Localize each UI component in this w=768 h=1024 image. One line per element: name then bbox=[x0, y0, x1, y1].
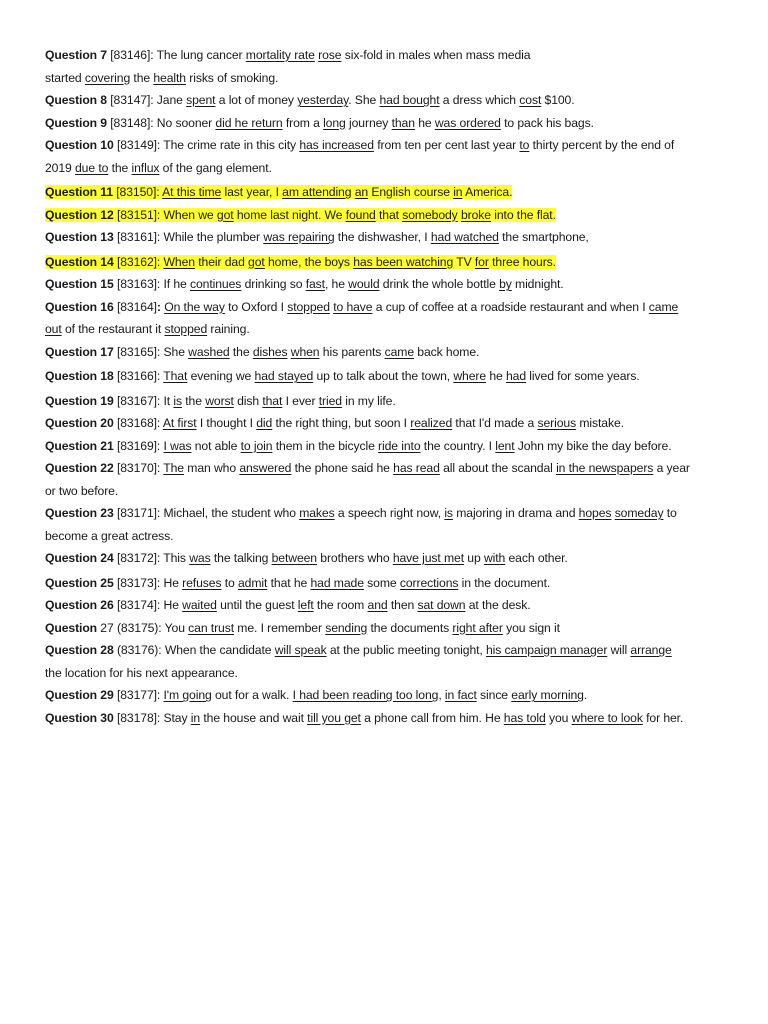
sentence-text: three hours. bbox=[488, 254, 556, 269]
underlined-phrase: corrections bbox=[399, 575, 459, 590]
question-label: Question 18 bbox=[45, 369, 114, 383]
sentence-text: the talking bbox=[210, 551, 272, 565]
question-list bbox=[45, 44, 727, 729]
underlined-phrase: for bbox=[474, 254, 489, 269]
sentence-text: [83166]: bbox=[113, 369, 164, 383]
question-label: Question 29 bbox=[45, 688, 114, 702]
underlined-phrase: due to bbox=[75, 160, 109, 175]
sentence-text: the dishwasher, I bbox=[334, 230, 431, 244]
underlined-phrase: has told bbox=[503, 710, 546, 725]
underlined-phrase: left bbox=[297, 598, 314, 612]
underlined-phrase: than bbox=[391, 115, 415, 130]
underlined-phrase: had watched bbox=[430, 230, 499, 244]
question-text bbox=[45, 688, 587, 702]
question-label: Question 25 bbox=[45, 575, 114, 590]
sentence-text: not able bbox=[191, 438, 241, 453]
underlined-phrase: spent bbox=[186, 93, 216, 107]
sentence-text: you bbox=[545, 710, 572, 725]
question-text bbox=[45, 551, 568, 565]
question-text bbox=[45, 93, 575, 107]
question-item bbox=[45, 617, 727, 640]
sentence-text: the location for his next appearance. bbox=[45, 665, 238, 680]
question-item bbox=[45, 572, 727, 595]
question-item bbox=[45, 204, 727, 227]
question-label: Question 30 bbox=[45, 710, 114, 725]
sentence-text: [83165]: She bbox=[113, 344, 189, 359]
sentence-text: become a great actress. bbox=[45, 528, 174, 543]
sentence-text: from a bbox=[282, 115, 324, 130]
sentence-text: dish bbox=[233, 393, 263, 408]
underlined-phrase: till you get bbox=[307, 710, 361, 725]
question-label: Question 24 bbox=[45, 551, 114, 565]
underlined-phrase: in the newspapers bbox=[556, 461, 654, 475]
underlined-phrase: has read bbox=[393, 461, 440, 475]
sentence-text: the right thing, but soon I bbox=[272, 416, 411, 430]
sentence-text: he bbox=[414, 115, 435, 130]
sentence-text: , he bbox=[324, 277, 349, 291]
question-label: Question 17 bbox=[45, 344, 114, 359]
underlined-phrase: came bbox=[384, 344, 414, 359]
sentence-text: raining. bbox=[207, 322, 250, 336]
underlined-phrase: did he return bbox=[215, 115, 283, 130]
underlined-phrase: ride into bbox=[378, 438, 421, 453]
question-item bbox=[45, 684, 727, 707]
highlighted-question-text bbox=[45, 208, 556, 222]
question-text bbox=[45, 576, 550, 590]
sentence-text: the bbox=[130, 70, 154, 85]
underlined-phrase: had bbox=[505, 369, 527, 383]
question-label: Question 14 bbox=[45, 254, 114, 269]
underlined-phrase: washed bbox=[188, 344, 230, 359]
underlined-phrase: When bbox=[163, 254, 195, 269]
underlined-phrase: has increased bbox=[299, 138, 374, 152]
sentence-text: [83151]: When we bbox=[113, 207, 217, 222]
question-label: Question 21 bbox=[45, 438, 114, 453]
underlined-phrase: fast bbox=[305, 277, 325, 291]
underlined-phrase: hopes bbox=[578, 506, 612, 520]
underlined-phrase: refuses bbox=[182, 575, 222, 590]
sentence-text: midnight. bbox=[511, 277, 564, 291]
sentence-text: [83148]: No sooner bbox=[106, 115, 216, 130]
underlined-phrase: health bbox=[153, 70, 186, 85]
underlined-phrase: stopped bbox=[164, 322, 208, 336]
sentence-text: [83173]: He bbox=[113, 575, 183, 590]
question-item bbox=[45, 502, 727, 547]
underlined-phrase: I was bbox=[163, 438, 192, 453]
sentence-text: brothers who bbox=[316, 551, 393, 565]
question-item bbox=[45, 251, 727, 274]
underlined-phrase: where bbox=[453, 369, 487, 383]
sentence-text: the room bbox=[313, 598, 368, 612]
sentence-text: evening we bbox=[187, 369, 255, 383]
sentence-text: [83167]: It bbox=[113, 393, 174, 408]
question-item bbox=[45, 547, 727, 570]
sentence-text: [83172]: This bbox=[113, 551, 190, 565]
question-item bbox=[45, 273, 727, 296]
underlined-phrase: had made bbox=[310, 575, 364, 590]
underlined-phrase: serious bbox=[537, 416, 577, 430]
underlined-phrase: between bbox=[271, 551, 317, 565]
underlined-phrase: an bbox=[354, 185, 369, 199]
sentence-text: the smartphone, bbox=[498, 230, 589, 244]
underlined-phrase: lent bbox=[495, 438, 515, 453]
question-item bbox=[45, 365, 727, 388]
underlined-phrase: found bbox=[345, 207, 376, 222]
question-item bbox=[45, 412, 727, 435]
underlined-phrase: broke bbox=[460, 207, 491, 222]
underlined-phrase: would bbox=[348, 277, 380, 291]
question-item bbox=[45, 181, 727, 204]
sentence-text: to bbox=[663, 506, 677, 520]
sentence-text: John my bike the day before. bbox=[514, 438, 672, 453]
question-item bbox=[45, 89, 727, 112]
sentence-text: all about the scandal bbox=[439, 461, 557, 475]
sentence-text: me. I remember bbox=[234, 620, 326, 635]
underlined-phrase: out bbox=[45, 322, 62, 336]
question-item bbox=[45, 457, 727, 502]
sentence-text: a dress which bbox=[439, 93, 520, 107]
underlined-phrase: somebody bbox=[402, 207, 458, 222]
question-item bbox=[45, 594, 727, 617]
sentence-text: for her. bbox=[642, 710, 684, 725]
question-item bbox=[45, 44, 727, 89]
question-item bbox=[45, 226, 727, 249]
sentence-text: (83176): When the candidate bbox=[113, 643, 275, 657]
sentence-text: to Oxford I bbox=[224, 299, 288, 314]
sentence-text: drink the whole bottle bbox=[379, 277, 500, 291]
sentence-text: English course bbox=[368, 185, 454, 199]
underlined-phrase: On the way bbox=[164, 299, 225, 314]
underlined-phrase: to have bbox=[333, 299, 373, 314]
sentence-text: then bbox=[387, 598, 418, 612]
question-label: Question 28 bbox=[45, 643, 114, 657]
sentence-text: last year, I bbox=[221, 185, 283, 199]
sentence-text: lived for some years. bbox=[526, 369, 640, 383]
sentence-text: 2019 bbox=[45, 160, 75, 175]
question-item bbox=[45, 296, 727, 341]
underlined-phrase: got bbox=[216, 207, 234, 222]
sentence-text: majoring in drama and bbox=[452, 506, 579, 520]
sentence-text: since bbox=[476, 688, 512, 702]
question-label: Question 10 bbox=[45, 138, 114, 152]
underlined-phrase: arrange bbox=[630, 643, 672, 657]
underlined-phrase: At this time bbox=[162, 185, 222, 199]
sentence-text: journey bbox=[345, 115, 392, 130]
question-label-number: 27 bbox=[97, 620, 114, 635]
sentence-text: I thought I bbox=[196, 416, 257, 430]
underlined-phrase: early morning bbox=[511, 688, 584, 702]
underlined-phrase: makes bbox=[299, 506, 335, 520]
sentence-text: , bbox=[438, 688, 445, 702]
underlined-phrase: stopped bbox=[287, 299, 330, 314]
sentence-text: : bbox=[156, 299, 161, 314]
question-item bbox=[45, 435, 727, 458]
underlined-phrase: is bbox=[173, 393, 182, 408]
sentence-text: . She bbox=[348, 93, 380, 107]
sentence-text: of the gang element. bbox=[159, 160, 272, 175]
sentence-text: (83175): You bbox=[113, 620, 189, 635]
underlined-phrase: where to look bbox=[571, 710, 643, 725]
sentence-text: [83168]: bbox=[113, 416, 163, 430]
question-text bbox=[45, 138, 674, 175]
underlined-phrase: answered bbox=[239, 461, 292, 475]
sentence-text: up bbox=[464, 551, 484, 565]
underlined-phrase: rose bbox=[318, 48, 342, 62]
underlined-phrase: dishes bbox=[252, 344, 288, 359]
sentence-text: their dad bbox=[194, 254, 249, 269]
underlined-phrase: cost bbox=[519, 93, 542, 107]
highlighted-question-text bbox=[45, 185, 512, 199]
sentence-text: from ten per cent last year bbox=[373, 138, 520, 152]
underlined-phrase: The bbox=[163, 461, 184, 475]
sentence-text: home last night. We bbox=[233, 207, 346, 222]
sentence-text: the country. I bbox=[420, 438, 496, 453]
sentence-text: some bbox=[363, 575, 400, 590]
question-label: Question 22 bbox=[45, 461, 114, 475]
sentence-text: will bbox=[607, 643, 631, 657]
sentence-text: [83146]: The lung cancer bbox=[106, 48, 246, 62]
sentence-text: [83149]: The crime rate in this city bbox=[113, 138, 300, 152]
question-label: Question 13 bbox=[45, 230, 114, 244]
sentence-text: started bbox=[45, 70, 85, 85]
sentence-text: at the public meeting tonight, bbox=[326, 643, 486, 657]
question-text bbox=[45, 345, 479, 359]
underlined-phrase: had bought bbox=[379, 93, 440, 107]
underlined-phrase: did bbox=[256, 416, 273, 430]
underlined-phrase: I'm going bbox=[163, 688, 212, 702]
sentence-text: n it bbox=[544, 620, 560, 635]
question-label: Question 20 bbox=[45, 416, 114, 430]
question-label: Question 9 bbox=[45, 115, 107, 130]
underlined-phrase: At first bbox=[162, 416, 197, 430]
underlined-phrase: was repairing bbox=[263, 230, 335, 244]
sentence-text: drinking so bbox=[241, 277, 306, 291]
underlined-phrase: worst bbox=[205, 393, 234, 408]
question-label: Question 16 bbox=[45, 299, 114, 314]
sentence-text: thirty percent by the end of bbox=[529, 138, 675, 152]
sentence-text: $100. bbox=[541, 93, 575, 107]
question-item bbox=[45, 134, 727, 179]
sentence-text: each other. bbox=[505, 551, 568, 565]
underlined-phrase: in bbox=[190, 710, 201, 725]
underlined-phrase: will speak bbox=[274, 643, 327, 657]
sentence-text: out for a walk. bbox=[211, 688, 293, 702]
sentence-text: into the flat. bbox=[490, 207, 556, 222]
sentence-text: [83147]: Jane bbox=[106, 93, 187, 107]
sentence-text: [83169]: bbox=[113, 438, 164, 453]
question-item bbox=[45, 112, 727, 135]
question-label: Question 15 bbox=[45, 277, 114, 291]
question-label: Question 26 bbox=[45, 598, 114, 612]
sentence-text: [83170]: bbox=[113, 461, 164, 475]
sentence-text: a phone call from him. He bbox=[360, 710, 504, 725]
sentence-text: [83162]: bbox=[113, 254, 164, 269]
underlined-phrase: covering bbox=[84, 70, 131, 85]
question-item bbox=[45, 341, 727, 364]
underlined-phrase: his campaign manager bbox=[485, 643, 608, 657]
sentence-text: them in the bicycle bbox=[272, 438, 379, 453]
question-label: Question 8 bbox=[45, 93, 107, 107]
sentence-text: . bbox=[583, 688, 588, 702]
underlined-phrase: am attending bbox=[282, 185, 352, 199]
question-text bbox=[45, 598, 531, 612]
underlined-phrase: sat down bbox=[417, 598, 466, 612]
question-text bbox=[45, 643, 672, 680]
sentence-text: [83163]: If he bbox=[113, 277, 190, 291]
sentence-text: the bbox=[229, 344, 253, 359]
underlined-phrase: and bbox=[367, 598, 388, 612]
sentence-text: to pack his bags. bbox=[500, 115, 594, 130]
sentence-text: in the document. bbox=[458, 575, 551, 590]
underlined-phrase: that bbox=[262, 393, 283, 408]
question-text bbox=[45, 416, 624, 430]
sentence-text: a cup of coffee at a roadside restaurant and when I bbox=[372, 299, 649, 314]
question-item bbox=[45, 707, 727, 730]
sentence-text: the house and wait bbox=[200, 710, 308, 725]
question-label: Question 12 bbox=[45, 207, 114, 222]
sentence-text: that I'd made a bbox=[452, 416, 538, 430]
underlined-phrase: long bbox=[323, 115, 346, 130]
underlined-phrase: came bbox=[648, 299, 679, 314]
sentence-text: the phone said he bbox=[291, 461, 394, 475]
question-text bbox=[45, 230, 589, 244]
question-text bbox=[45, 369, 640, 383]
question-item bbox=[45, 390, 727, 413]
question-label: Question 7 bbox=[45, 48, 107, 62]
underlined-phrase: yesterday bbox=[297, 93, 349, 107]
question-text bbox=[45, 506, 677, 543]
sentence-text: six-fold in males when mass media bbox=[341, 48, 531, 62]
question-text bbox=[45, 439, 671, 453]
underlined-phrase: to bbox=[519, 138, 530, 152]
question-label: Question 11 bbox=[45, 185, 113, 199]
sentence-text: [83177]: bbox=[113, 688, 164, 702]
sentence-text: he bbox=[486, 369, 506, 383]
sentence-text: [83178]: Stay bbox=[113, 710, 191, 725]
underlined-phrase: sending bbox=[325, 620, 368, 635]
underlined-phrase: have just met bbox=[392, 551, 464, 565]
sentence-text: at the desk. bbox=[465, 598, 531, 612]
sentence-text: [83161]: While the plumber bbox=[113, 230, 264, 244]
sentence-text: the documents bbox=[367, 620, 453, 635]
sentence-text: a year bbox=[653, 461, 690, 475]
sentence-text: I ever bbox=[282, 393, 319, 408]
underlined-phrase: is bbox=[444, 506, 453, 520]
underlined-phrase: continues bbox=[190, 277, 242, 291]
underlined-phrase: in fact bbox=[444, 688, 477, 702]
sentence-text: up to talk about the town, bbox=[313, 369, 454, 383]
sentence-text: to bbox=[221, 575, 238, 590]
question-text bbox=[45, 394, 396, 408]
sentence-text: his parents bbox=[319, 344, 385, 359]
underlined-phrase: right after bbox=[452, 620, 503, 635]
underlined-phrase: has been watching bbox=[353, 254, 454, 269]
question-item bbox=[45, 639, 727, 684]
question-text bbox=[45, 277, 564, 291]
sentence-text: of the restaurant it bbox=[61, 322, 165, 336]
underlined-phrase: waited bbox=[182, 598, 217, 612]
sentence-text: the bbox=[181, 393, 206, 408]
sentence-text: in my life. bbox=[341, 393, 396, 408]
question-text bbox=[45, 300, 678, 337]
underlined-phrase: mortality rate bbox=[245, 48, 315, 62]
underlined-phrase: to join bbox=[240, 438, 273, 453]
sentence-text: home, the boys bbox=[264, 254, 354, 269]
underlined-phrase: tried bbox=[318, 393, 342, 408]
question-text bbox=[45, 711, 683, 725]
sentence-text: [83150]: bbox=[112, 185, 163, 199]
sentence-text: [83174]: He bbox=[113, 598, 183, 612]
question-label: Question bbox=[45, 620, 98, 635]
underlined-phrase: in bbox=[453, 185, 463, 199]
sentence-text: that bbox=[375, 207, 403, 222]
sentence-text: or two before. bbox=[45, 483, 119, 498]
question-text bbox=[45, 621, 560, 635]
underlined-phrase: someday bbox=[614, 506, 664, 520]
underlined-phrase: had stayed bbox=[254, 369, 314, 383]
sentence-text: America. bbox=[462, 185, 513, 199]
underlined-phrase: was ordered bbox=[434, 115, 501, 130]
question-text bbox=[45, 48, 530, 85]
sentence-text: [83171]: Michael, the student who bbox=[113, 506, 300, 520]
sentence-text: until the guest bbox=[216, 598, 298, 612]
question-label: Question 19 bbox=[45, 393, 114, 408]
underlined-phrase: got bbox=[248, 254, 265, 269]
underlined-phrase: by bbox=[499, 277, 512, 291]
sentence-text: the bbox=[108, 160, 132, 175]
underlined-phrase: I had been reading too long bbox=[292, 688, 439, 702]
sentence-text: a speech right now, bbox=[334, 506, 445, 520]
sentence-text: back home. bbox=[414, 344, 480, 359]
sentence-text: mistake. bbox=[576, 416, 624, 430]
question-label: Question 23 bbox=[45, 506, 114, 520]
underlined-phrase: realized bbox=[410, 416, 453, 430]
underlined-phrase: g bbox=[537, 620, 545, 635]
underlined-phrase: when bbox=[290, 344, 320, 359]
sentence-text: risks of smoking. bbox=[185, 70, 279, 85]
sentence-text: man who bbox=[183, 461, 240, 475]
sentence-text: [83164] bbox=[113, 299, 157, 314]
question-text bbox=[45, 116, 594, 130]
underlined-phrase: That bbox=[163, 369, 188, 383]
sentence-text: that he bbox=[267, 575, 311, 590]
sentence-text: a lot of money bbox=[215, 93, 298, 107]
underlined-phrase: can trust bbox=[188, 620, 235, 635]
sentence-text: TV bbox=[453, 254, 475, 269]
underlined-phrase: with bbox=[483, 551, 506, 565]
underlined-phrase: admit bbox=[238, 575, 268, 590]
underlined-phrase: influx bbox=[131, 160, 160, 175]
highlighted-question-text bbox=[45, 255, 556, 269]
question-text bbox=[45, 461, 690, 498]
sentence-text: you si bbox=[502, 620, 538, 635]
underlined-phrase: was bbox=[189, 551, 211, 565]
